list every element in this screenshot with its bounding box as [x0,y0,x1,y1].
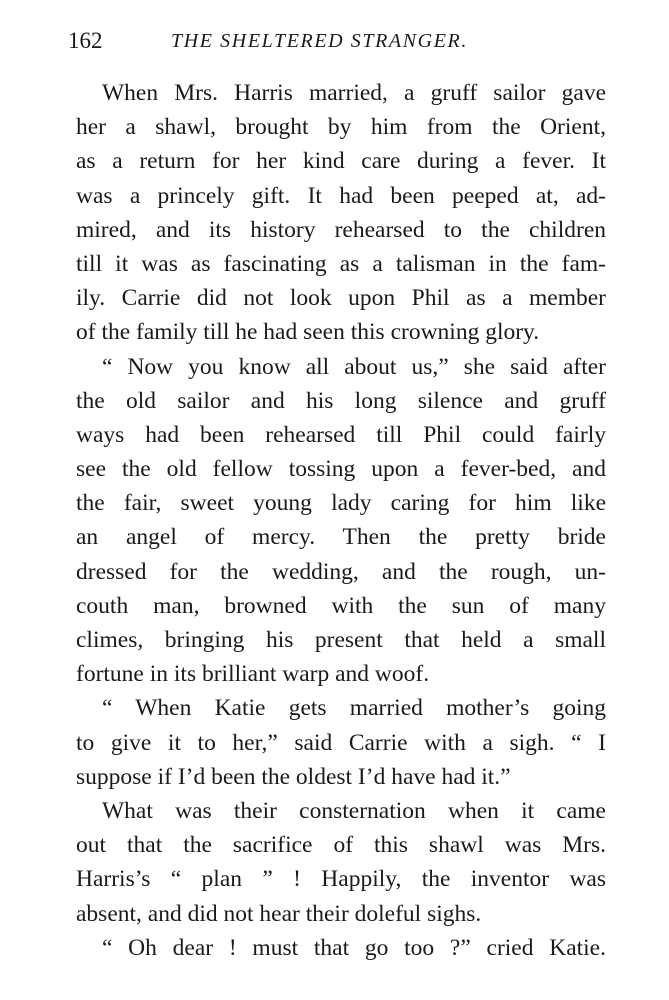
text-line: out that the sacrifice of this shawl was Mrs. [76,832,606,859]
text-line: fortune in its brilliant warp and woof. [76,661,430,688]
text-line: the old sailor and his long silence and gruff [76,387,606,414]
text-line: “ When Katie gets married mother’s going [102,695,606,722]
text-line: was a princely gift. It had been peeped at, ad- [76,182,606,209]
text-line: to give it to her,” said Carrie with a sigh. “ I [76,729,606,756]
page-header [68,26,608,56]
text-line: climes, bringing his present that held a small [76,627,606,653]
text-line: her a shawl, brought by him from the Orient, [76,114,606,141]
text-line: When Mrs. Harris married, a gruff sailor gave [102,80,606,106]
running-head: THE SHELTERED STRANGER. [171,30,468,52]
text-line: “ Oh dear ! must that go too ?” cried Katie. [102,934,606,961]
page-number: 162 [68,28,103,53]
text-line: “ Now you know all about us,” she said after [102,353,606,380]
body-text [76,76,606,965]
text-line: What was their consternation when it came [102,797,606,824]
text-line: mired, and its history rehearsed to the children [76,216,606,243]
text-line: see the old fellow tossing upon a fever-bed, and [76,456,606,483]
text-line: ways had been rehearsed till Phil could fairly [76,421,606,448]
text-line: as a return for her kind care during a fever. It [76,148,606,175]
text-line: ily. Carrie did not look upon Phil as a member [76,285,606,312]
text-line: till it was as fascinating as a talisman in the fam- [76,250,606,277]
text-line: absent, and did not hear their doleful sighs. [76,900,482,927]
text-line: Harris’s “ plan ” ! Happily, the inventor was [76,866,606,893]
text-line: couth man, browned with the sun of many [76,592,606,619]
text-line: suppose if I’d been the oldest I’d have had it.” [76,763,511,790]
text-line: the fair, sweet young lady caring for him like [76,490,606,517]
text-line: an angel of mercy. Then the pretty bride [76,524,606,551]
text-line: dressed for the wedding, and the rough, un- [76,558,606,585]
text-line: of the family till he had seen this crowning glory. [76,319,540,346]
